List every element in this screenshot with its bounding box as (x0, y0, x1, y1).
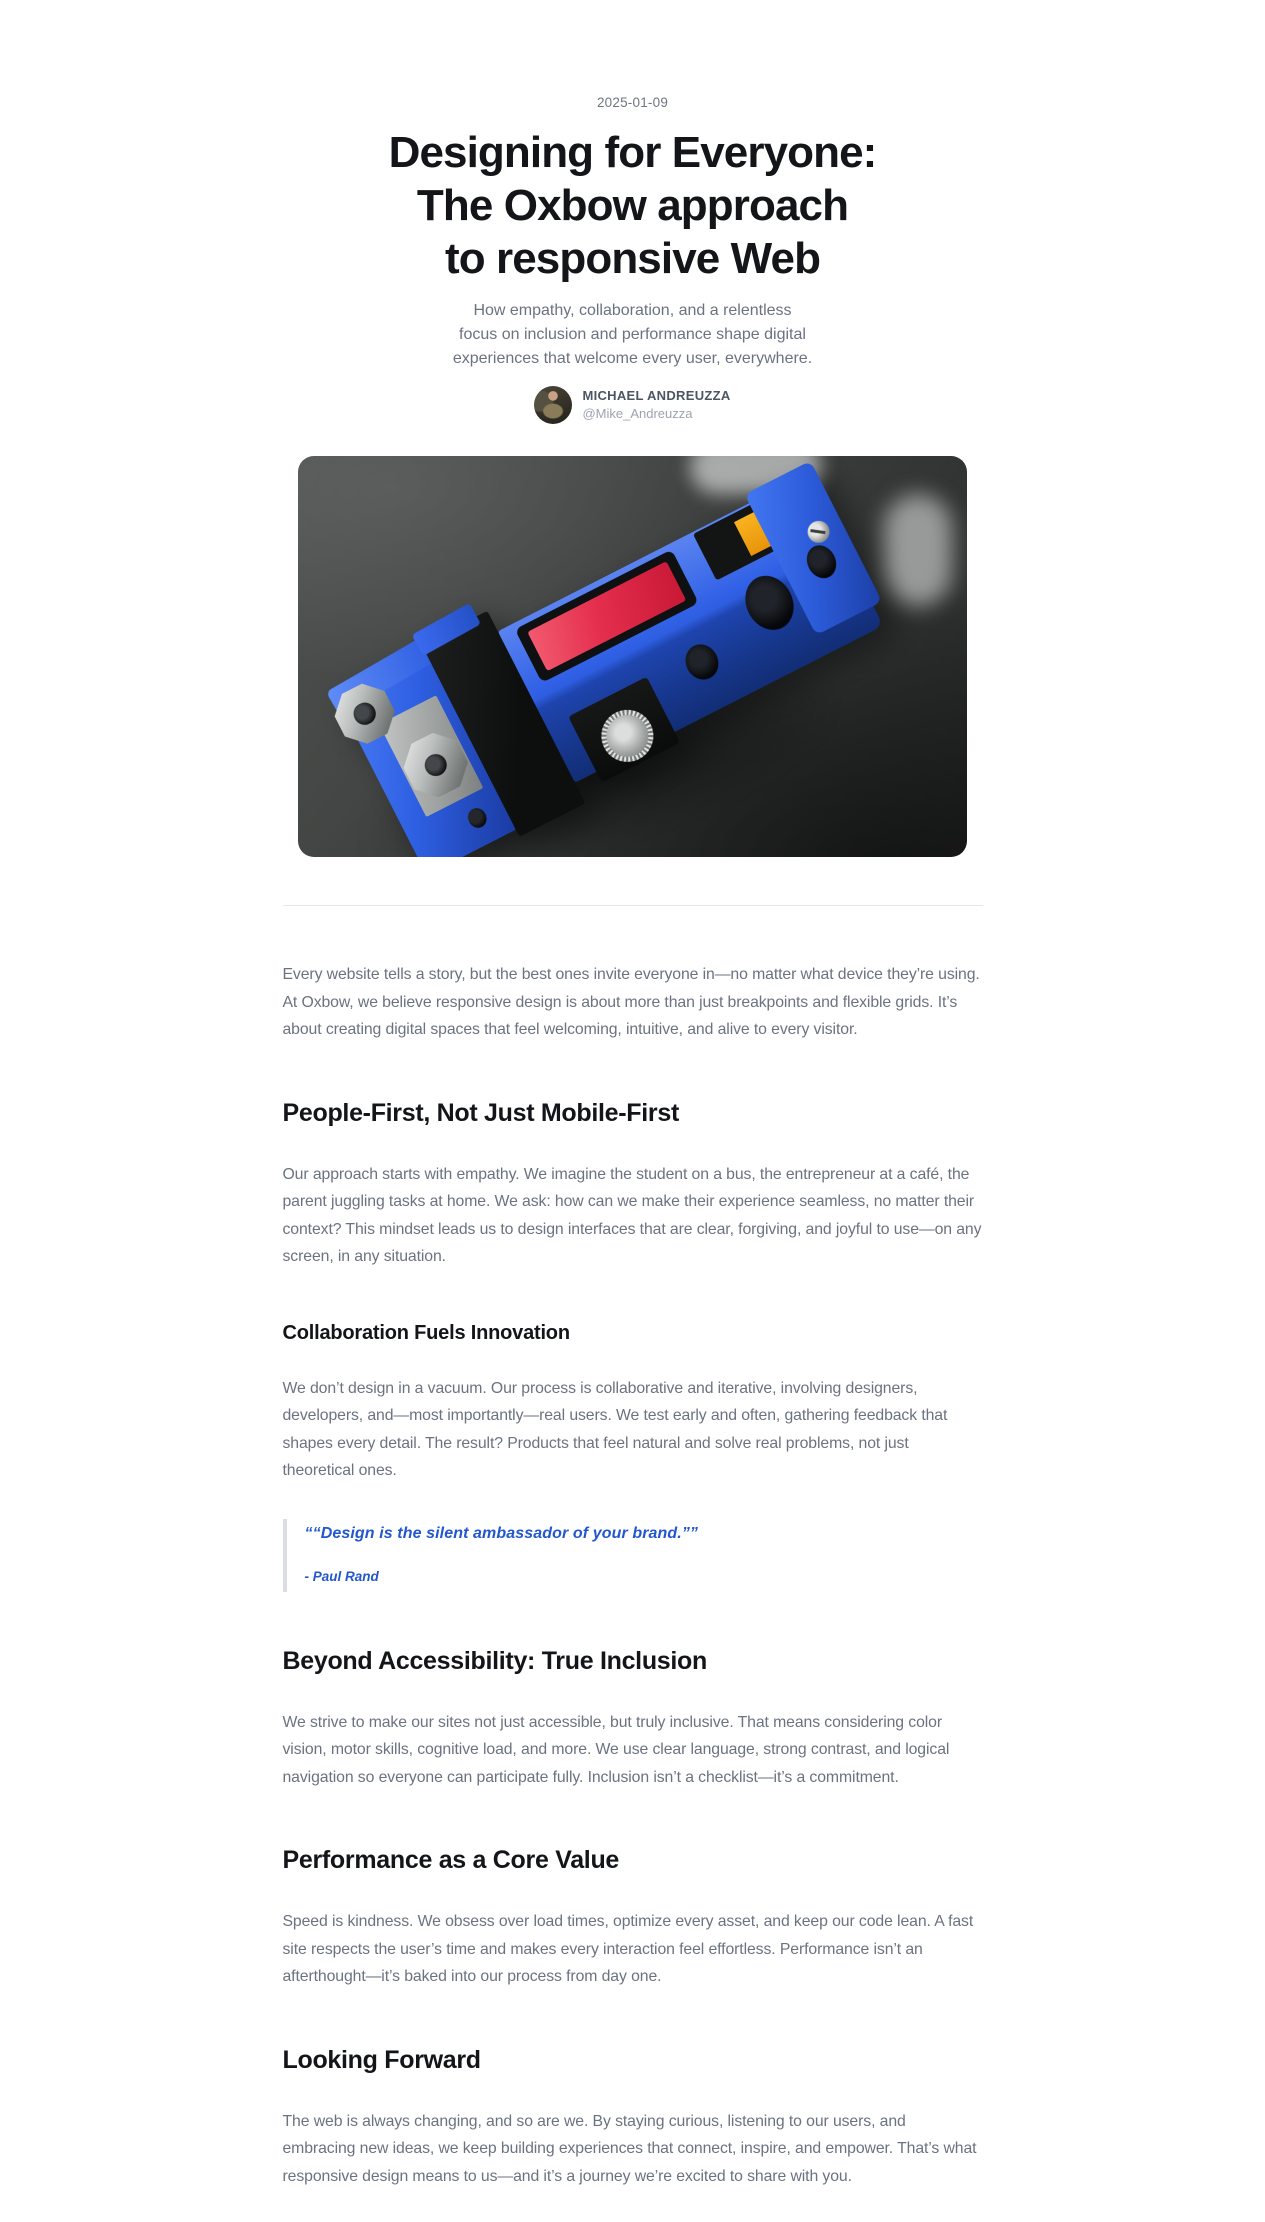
section-heading: People-First, Not Just Mobile-First (282, 1098, 679, 1127)
section-collaboration (283, 1321, 983, 1592)
intro-paragraph: Every website tells a story, but the best ones invite everyone in—no matter what device they’re using. At Oxbow, we believe responsive design is about more than just breakpoints and flexible grids. It’s about creating digital spaces that feel welcoming, intuitive, and alive to every visitor. (282, 966, 980, 1038)
divider (283, 905, 983, 906)
quote-attribution: - Paul Rand (304, 1568, 379, 1584)
author-handle: @Mike_Andreuzza (582, 406, 693, 421)
quote-text: ““Design is the silent ambassador of your brand.”” (304, 1524, 699, 1542)
device-band-cap (412, 603, 481, 656)
hero-image (298, 456, 967, 857)
author-avatar (534, 386, 572, 424)
page-title (283, 126, 983, 285)
red-window (515, 549, 699, 682)
steel-screw (804, 517, 834, 547)
section-paragraph: Our approach starts with empathy. We imagine the student on a bus, the entrepreneur at a café, the parent juggling tasks at home. We ask: how can we make their experience seamless, no matter their context? This mindset leads us to design interfaces that are clear, forgiving, and joyful to use—on any screen, in any situation. (282, 1165, 982, 1265)
author-link[interactable] (283, 386, 983, 424)
bore-hole (680, 639, 725, 686)
pull-quote (283, 1519, 983, 1592)
title-line: Designing for Everyone: (388, 128, 877, 177)
section-paragraph: Speed is kindness. We obsess over load times, optimize every asset, and keep our code lean. A fast site respects the user’s time and makes every interaction feel effortless. Performance isn’t an afterthought—it’s baked into our process from day one. (282, 1913, 974, 1985)
author-meta (582, 388, 730, 423)
section-heading: Performance as a Core Value (282, 1846, 620, 1874)
section-inclusion (283, 1646, 983, 1792)
section-performance (283, 1845, 983, 1991)
section-subheading: Collaboration Fuels Innovation (282, 1321, 570, 1344)
section-paragraph: We don’t design in a vacuum. Our process is collaborative and iterative, involving designers, developers, and—most importantly—real users. We test early and often, gathering feedback that shapes every detail. The result? Products that feel natural and solve real problems, not just theoretical ones. (282, 1379, 948, 1479)
section-heading: Beyond Accessibility: True Inclusion (282, 1646, 707, 1675)
bore-hole (465, 805, 490, 831)
subtitle-line: experiences that welcome every user, everywhere. (452, 350, 813, 367)
section-people-first (283, 1098, 983, 1271)
section-heading: Looking Forward (282, 2045, 481, 2074)
blurred-metal-highlight (884, 494, 952, 606)
section-paragraph: We strive to make our sites not just accessible, but truly inclusive. That means considering color vision, motor skills, cognitive load, and more. We use clear language, strong contrast, and logical navigation so everyone can participate fully. Inclusion isn’t a checklist—it’s a commitment. (282, 1713, 950, 1786)
subtitle-line: focus on inclusion and performance shape digital (459, 326, 806, 343)
article-subtitle (283, 299, 983, 371)
title-line: The Oxbow approach (416, 181, 849, 230)
blog-article (283, 0, 983, 2190)
subtitle-line: How empathy, collaboration, and a relentless (473, 302, 792, 319)
publish-date: 2025-01-09 (596, 95, 669, 110)
section-paragraph: The web is always changing, and so are we. By staying curious, listening to our users, and embracing new ideas, we keep building experiences that connect, inspire, and empower. That’s what responsive design means to us—and it’s a journey we’re excited to share with you. (282, 2112, 977, 2185)
title-line: to responsive Web (444, 234, 821, 283)
author-name: MICHAEL ANDREUZZA (582, 387, 731, 403)
section-looking-forward (283, 2045, 983, 2191)
